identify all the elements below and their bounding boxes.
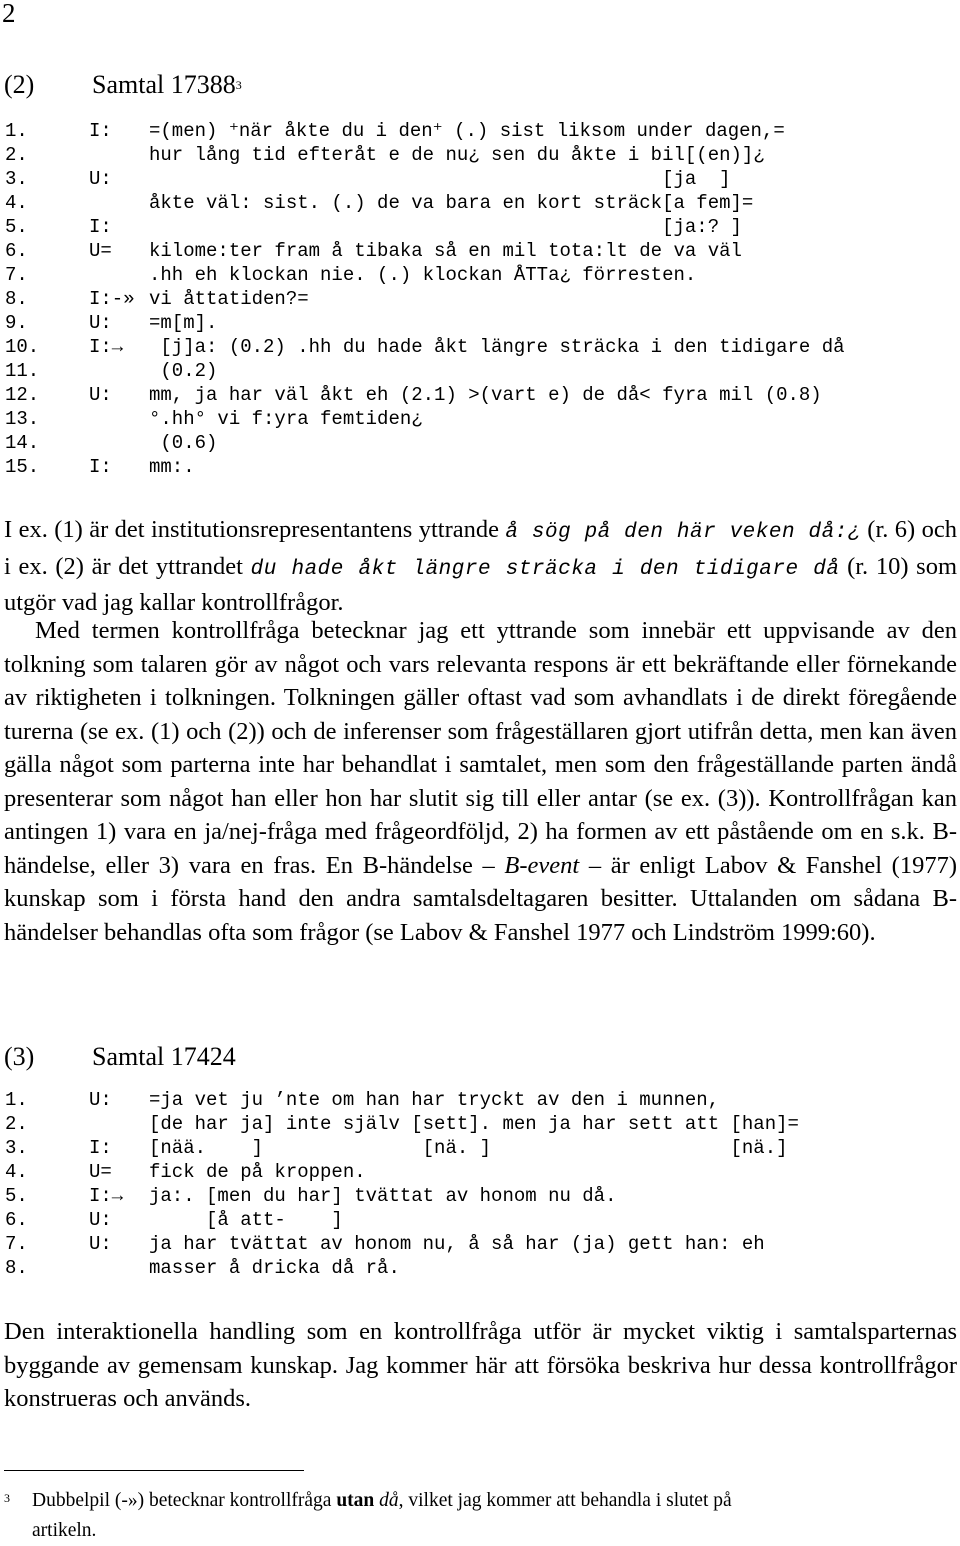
footnote-text: , vilket jag kommer att behandla i slutet på [398,1490,732,1511]
line-number: 7. [5,264,28,286]
example-2-number: (2) [4,70,35,99]
transcript-line [5,1160,366,1184]
utterance-text: (0.6) [149,432,218,454]
transcript-line [5,1256,400,1280]
example-2-heading [4,70,242,100]
speaker-label: I: [89,216,112,238]
transcript-line [5,239,742,263]
transcript-line [5,143,765,167]
transcript-line [5,1184,616,1208]
utterance-text: =(men) ⁺när åkte du i den⁺ (.) sist liksom under dagen,= [149,120,785,142]
utterance-text: [nää. ] [nä. ] [nä.] [149,1137,788,1159]
quoted-utterance: du hade åkt längre sträcka i den tidigare då [250,557,840,581]
utterance-text: [ja:? ] [149,216,742,238]
utterance-text: hur lång tid efteråt e de nu¿ sen du åkte i bil[(en)]¿ [149,144,765,166]
transcript-line [5,311,217,335]
line-number: 10. [5,336,40,358]
transcript-line [5,1208,343,1232]
footnote-reference: 3 [235,78,242,92]
paragraph-2-text: – är enligt Labov & Fanshel (1977) kunskap som i första hand den andra samtalsdeltagaren besitter. Uttalanden om sådana B-händelser behandlas ofta som frågor (se Labov & Fanshel 1977 och Lindström 1999:60). [4,851,957,946]
transcript-line [5,1088,719,1112]
speaker-label: I:→ [89,1185,124,1207]
line-number: 5. [5,216,28,238]
utterance-text: [å att- ] [149,1209,343,1231]
transcript-line [5,287,309,311]
paragraph-2-text: Med termen kontrollfråga betecknar jag ett yttrande som innebär ett uppvisande av den tolkning som talaren gör av något och vars relevanta respons är ett bekräftande eller förnekande av riktigheten i tolkningen. Tolkningen gäller oftast vad som avhandlats i de direkt föregående turerna (se ex. (1) och (2)) och de inferenser som frågeställaren gjort utifrån detta, men kan även gälla något som parterna inte har behandlat i samtalet, men som den frågeställande parten ändå presenterar som något han eller hon har slutit sig till eller antar (se ex. (3)). Kontrollfrågan kan antingen 1) vara en ja/nej-fråga med frågeordföljd, 2) ha formen av ett påstående om en s.k. B-händelse, eller 3) vara en fras. En B-händelse – [4,617,957,879]
speaker-label: I: [89,456,112,478]
footnote-term: då [379,1490,399,1511]
speaker-label: U= [89,1161,112,1183]
speaker-label: U: [89,384,112,406]
utterance-text: .hh eh klockan nie. (.) klockan ÅTTa¿ förresten. [149,264,697,286]
speaker-label: U: [89,1089,112,1111]
line-number: 6. [5,240,28,262]
paragraph-3: Den interaktionella handling som en kontrollfråga utför är mycket viktig i samtalsparternas byggande av gemensam kunskap. Jag kommer här att försöka beskriva hur dessa kontrollfrågor konstrueras och används. [4,1318,957,1412]
speaker-label: U: [89,168,112,190]
line-number: 9. [5,312,28,334]
utterance-text: fick de på kroppen. [149,1161,366,1183]
footnote-emphasis: utan [336,1490,375,1511]
speaker-label: U= [89,240,112,262]
example-2-title: Samtal 17388 [92,70,236,99]
line-number: 2. [5,1113,28,1135]
transcript-line [5,263,696,287]
term-b-event: B-event [504,851,580,879]
utterance-text: [de har ja] inte själv [sett]. men ja har sett att [han]= [149,1113,799,1135]
transcript-line [5,335,845,359]
line-number: 15. [5,456,40,478]
utterance-text: (0.2) [149,360,218,382]
example-3-title: Samtal 17424 [92,1042,236,1071]
utterance-text: ja:. [men du har] tvättat av honom nu då. [149,1185,617,1207]
speaker-label: I: [89,120,112,142]
transcript-line [5,167,731,191]
footnote-continuation: artikeln. [32,1520,97,1541]
transcript-line [5,359,217,383]
speaker-label: I: [89,1137,112,1159]
footnote-text: Dubbelpil (-») betecknar kontrollfråga [32,1490,337,1511]
transcript-line [5,407,423,431]
utterance-text: [ja ] [149,168,731,190]
line-number: 1. [5,120,28,142]
page-number: 2 [2,0,16,28]
paragraph-1-text: I ex. (1) är det institutionsrepresentantens yttrande [4,516,506,543]
utterance-text: =m[m]. [149,312,218,334]
paragraph-2 [4,614,957,949]
line-number: 12. [5,384,40,406]
line-number: 8. [5,1257,28,1279]
transcript-line [5,455,195,479]
line-number: 4. [5,1161,28,1183]
utterance-text: °.hh° vi f:yra femtiden¿ [149,408,423,430]
line-number: 8. [5,288,28,310]
transcript-line [5,119,785,143]
line-number: 14. [5,432,40,454]
line-number: 13. [5,408,40,430]
speaker-label: I:→ [89,336,124,358]
line-number: 3. [5,168,28,190]
utterance-text: mm, ja har väl åkt eh (2.1) >(vart e) de då< fyra mil (0.8) [149,384,822,406]
paragraph-1 [4,513,957,620]
transcript-line [5,215,742,239]
line-number: 2. [5,144,28,166]
line-number: 11. [5,360,40,382]
transcript-line [5,1112,799,1136]
footnote-divider [4,1470,304,1471]
utterance-text: mm:. [149,456,195,478]
speaker-label: U: [89,312,112,334]
footnote-marker: 3 [4,1491,10,1505]
quoted-utterance: å sög på den här veken då:¿ [505,521,861,544]
utterance-text: vi åttatiden?= [149,288,309,310]
line-number: 3. [5,1137,28,1159]
line-number: 1. [5,1089,28,1111]
transcript-line [5,191,753,215]
paragraph-1-text: (r. 6) och i ex. (2) är det yttrandet [4,516,957,580]
line-number: 5. [5,1185,28,1207]
paragraph-1-text: (r. 10) som utgör vad jag kallar kontrollfrågor. [4,552,957,616]
utterance-text: =ja vet ju ’nte om han har tryckt av den i munnen, [149,1089,720,1111]
transcript-line [5,1136,788,1160]
utterance-text: åkte väl: sist. (.) de va bara en kort sträck[a fem]= [149,192,754,214]
example-3-number: (3) [4,1042,35,1071]
speaker-label: U: [89,1233,112,1255]
line-number: 6. [5,1209,28,1231]
transcript-line [5,1232,765,1256]
line-number: 7. [5,1233,28,1255]
transcript-line [5,383,822,407]
line-number: 4. [5,192,28,214]
utterance-text: kilome:ter fram å tibaka så en mil tota:lt de va väl [149,240,742,262]
example-3-heading [4,1042,236,1072]
utterance-text: ja har tvättat av honom nu, å så har (ja) gett han: eh [149,1233,765,1255]
utterance-text: masser å dricka då rå. [149,1257,400,1279]
transcript-line [5,431,217,455]
speaker-label: U: [89,1209,112,1231]
footnote [4,1486,959,1546]
speaker-label: I:-» [89,288,135,310]
utterance-text: [j]a: (0.2) .hh du hade åkt längre sträcka i den tidigare då [149,336,845,358]
